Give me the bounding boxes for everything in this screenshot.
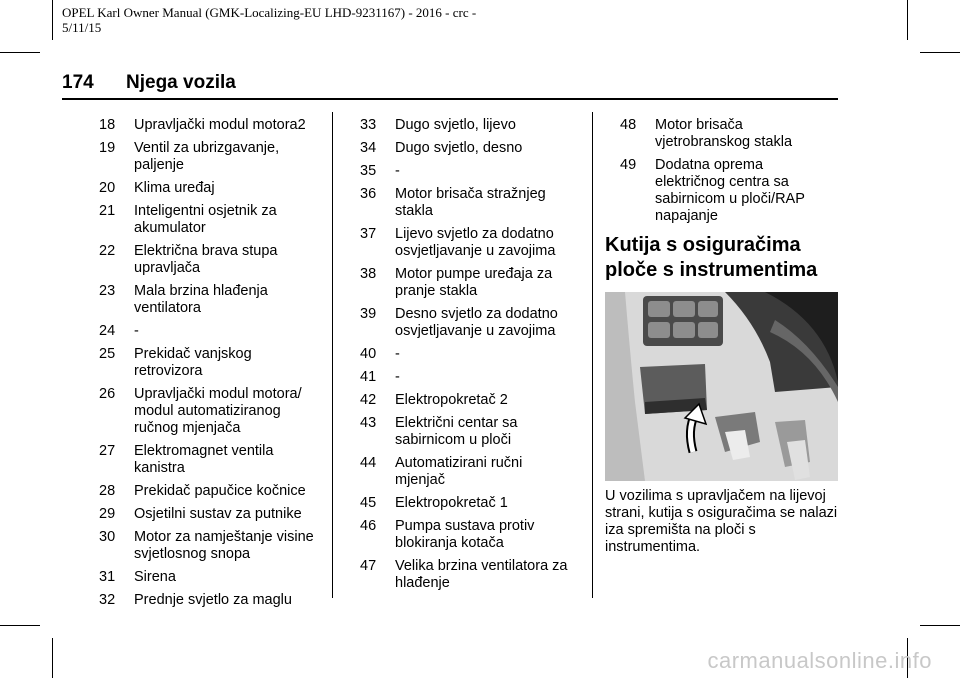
item-number: 48 <box>620 117 637 133</box>
item-text: Klima uređaj <box>134 180 215 196</box>
item-text: Elektropokretač 2 <box>395 392 508 408</box>
item-number: 25 <box>99 346 116 362</box>
item-text: Motor za namještanje visine svjetlosnog snopa <box>134 529 314 562</box>
item-number: 30 <box>99 529 116 545</box>
page-number: 174 <box>62 72 94 93</box>
list-item <box>99 140 325 174</box>
heading-rule <box>62 98 838 100</box>
list-item <box>360 369 582 386</box>
list-item <box>360 306 582 340</box>
item-text: - <box>395 346 400 362</box>
item-number: 19 <box>99 140 116 156</box>
list-item <box>99 117 325 134</box>
item-text: Elektropokretač 1 <box>395 495 508 511</box>
item-text: Motor brisača stražnjeg stakla <box>395 186 546 219</box>
section-heading: Kutija s osiguračima ploče s instrumentima <box>605 234 818 281</box>
item-number: 42 <box>360 392 377 408</box>
list-item <box>620 157 838 225</box>
list-item <box>99 506 325 523</box>
item-text: Elektromagnet ventila kanistra <box>134 443 274 476</box>
item-text: Mala brzina hlađenja ventilatora <box>134 283 268 316</box>
crop-mark <box>0 52 40 53</box>
document-meta: OPEL Karl Owner Manual (GMK-Localizing-EU LHD-9231167) - 2016 - crc - 5/11/15 <box>62 5 477 35</box>
item-number: 29 <box>99 506 116 522</box>
item-text: Upravljački modul motora2 <box>134 117 306 133</box>
list-item <box>99 529 325 563</box>
item-text: - <box>395 369 400 385</box>
section-body: U vozilima s upravljačem na lijevoj strani, kutija s osiguračima se nalazi iza spremišta na ploči s instrumentima. <box>605 488 838 555</box>
item-number: 28 <box>99 483 116 499</box>
fuse-box-location-photo <box>605 292 838 481</box>
list-item <box>360 415 582 449</box>
list-item <box>620 117 838 151</box>
item-number: 41 <box>360 369 377 385</box>
item-text: Motor pumpe uređaja za pranje stakla <box>395 266 553 299</box>
item-number: 33 <box>360 117 377 133</box>
item-text: Motor brisača vjetrobranskog stakla <box>655 117 793 150</box>
item-number: 18 <box>99 117 116 133</box>
list-item <box>99 180 325 197</box>
list-item <box>360 558 582 592</box>
list-item <box>360 455 582 489</box>
item-number: 43 <box>360 415 377 431</box>
item-text: Automatizirani ručni mjenjač <box>395 455 523 488</box>
item-text: Dugo svjetlo, lijevo <box>395 117 516 133</box>
page-heading <box>62 72 236 94</box>
fuse-list-column-3 <box>620 117 838 231</box>
crop-mark <box>52 0 53 40</box>
list-item <box>360 266 582 300</box>
list-item <box>360 226 582 260</box>
item-text: Ventil za ubrizgavanje, paljenje <box>134 140 280 173</box>
list-item <box>360 518 582 552</box>
item-text: Osjetilni sustav za putnike <box>134 506 302 522</box>
item-number: 40 <box>360 346 377 362</box>
list-item <box>360 495 582 512</box>
item-text: Dugo svjetlo, desno <box>395 140 523 156</box>
item-number: 22 <box>99 243 116 259</box>
item-number: 21 <box>99 203 116 219</box>
item-text: Prekidač vanjskog retrovizora <box>134 346 252 379</box>
list-item <box>99 203 325 237</box>
crop-mark <box>907 0 908 40</box>
watermark: carmanualsonline.info <box>707 648 932 673</box>
item-number: 24 <box>99 323 116 339</box>
item-number: 45 <box>360 495 377 511</box>
item-number: 35 <box>360 163 377 179</box>
column-divider <box>332 112 333 598</box>
item-text: Prednje svjetlo za maglu <box>134 592 292 608</box>
list-item <box>99 323 325 340</box>
fuse-list-column-1 <box>99 117 325 615</box>
list-item <box>360 163 582 180</box>
item-number: 20 <box>99 180 116 196</box>
list-item <box>99 569 325 586</box>
item-text: Velika brzina ventilatora za hlađenje <box>395 558 568 591</box>
item-number: 26 <box>99 386 116 402</box>
list-item <box>360 117 582 134</box>
crop-mark <box>920 52 960 53</box>
column-divider <box>592 112 593 598</box>
crop-mark <box>0 625 40 626</box>
item-text: Električni centar sa sabirnicom u ploči <box>395 415 518 448</box>
crop-mark <box>52 638 53 678</box>
item-text: Lijevo svjetlo za dodatno osvjetljavanje u zavojima <box>395 226 556 259</box>
item-text: - <box>395 163 400 179</box>
item-text: Pumpa sustava protiv blokiranja kotača <box>395 518 535 551</box>
item-text: Desno svjetlo za dodatno osvjetljavanje u zavojima <box>395 306 558 339</box>
list-item <box>99 386 325 437</box>
list-item <box>99 443 325 477</box>
item-number: 49 <box>620 157 637 173</box>
list-item <box>99 592 325 609</box>
list-item <box>99 346 325 380</box>
crop-mark <box>920 625 960 626</box>
item-number: 32 <box>99 592 116 608</box>
item-number: 36 <box>360 186 377 202</box>
item-number: 39 <box>360 306 377 322</box>
item-number: 47 <box>360 558 377 574</box>
list-item <box>99 283 325 317</box>
item-text: - <box>134 323 139 339</box>
item-number: 31 <box>99 569 116 585</box>
chapter-title: Njega vozila <box>126 72 236 93</box>
item-number: 44 <box>360 455 377 471</box>
item-text: Sirena <box>134 569 176 585</box>
item-number: 23 <box>99 283 116 299</box>
list-item <box>360 140 582 157</box>
list-item <box>99 483 325 500</box>
item-number: 37 <box>360 226 377 242</box>
item-text: Inteligentni osjetnik za akumulator <box>134 203 277 236</box>
item-number: 27 <box>99 443 116 459</box>
item-number: 34 <box>360 140 377 156</box>
list-item <box>360 392 582 409</box>
item-number: 46 <box>360 518 377 534</box>
instrument-panel-illustration <box>605 292 838 481</box>
item-text: Upravljački modul motora/ modul automatiziranog ručnog mjenjača <box>134 386 302 436</box>
item-text: Prekidač papučice kočnice <box>134 483 306 499</box>
item-text: Električna brava stupa upravljača <box>134 243 278 276</box>
list-item <box>360 346 582 363</box>
fuse-list-column-2 <box>360 117 582 598</box>
item-text: Dodatna oprema električnog centra sa sabirnicom u ploči/RAP napajanje <box>655 157 805 224</box>
item-number: 38 <box>360 266 377 282</box>
list-item <box>360 186 582 220</box>
list-item <box>99 243 325 277</box>
